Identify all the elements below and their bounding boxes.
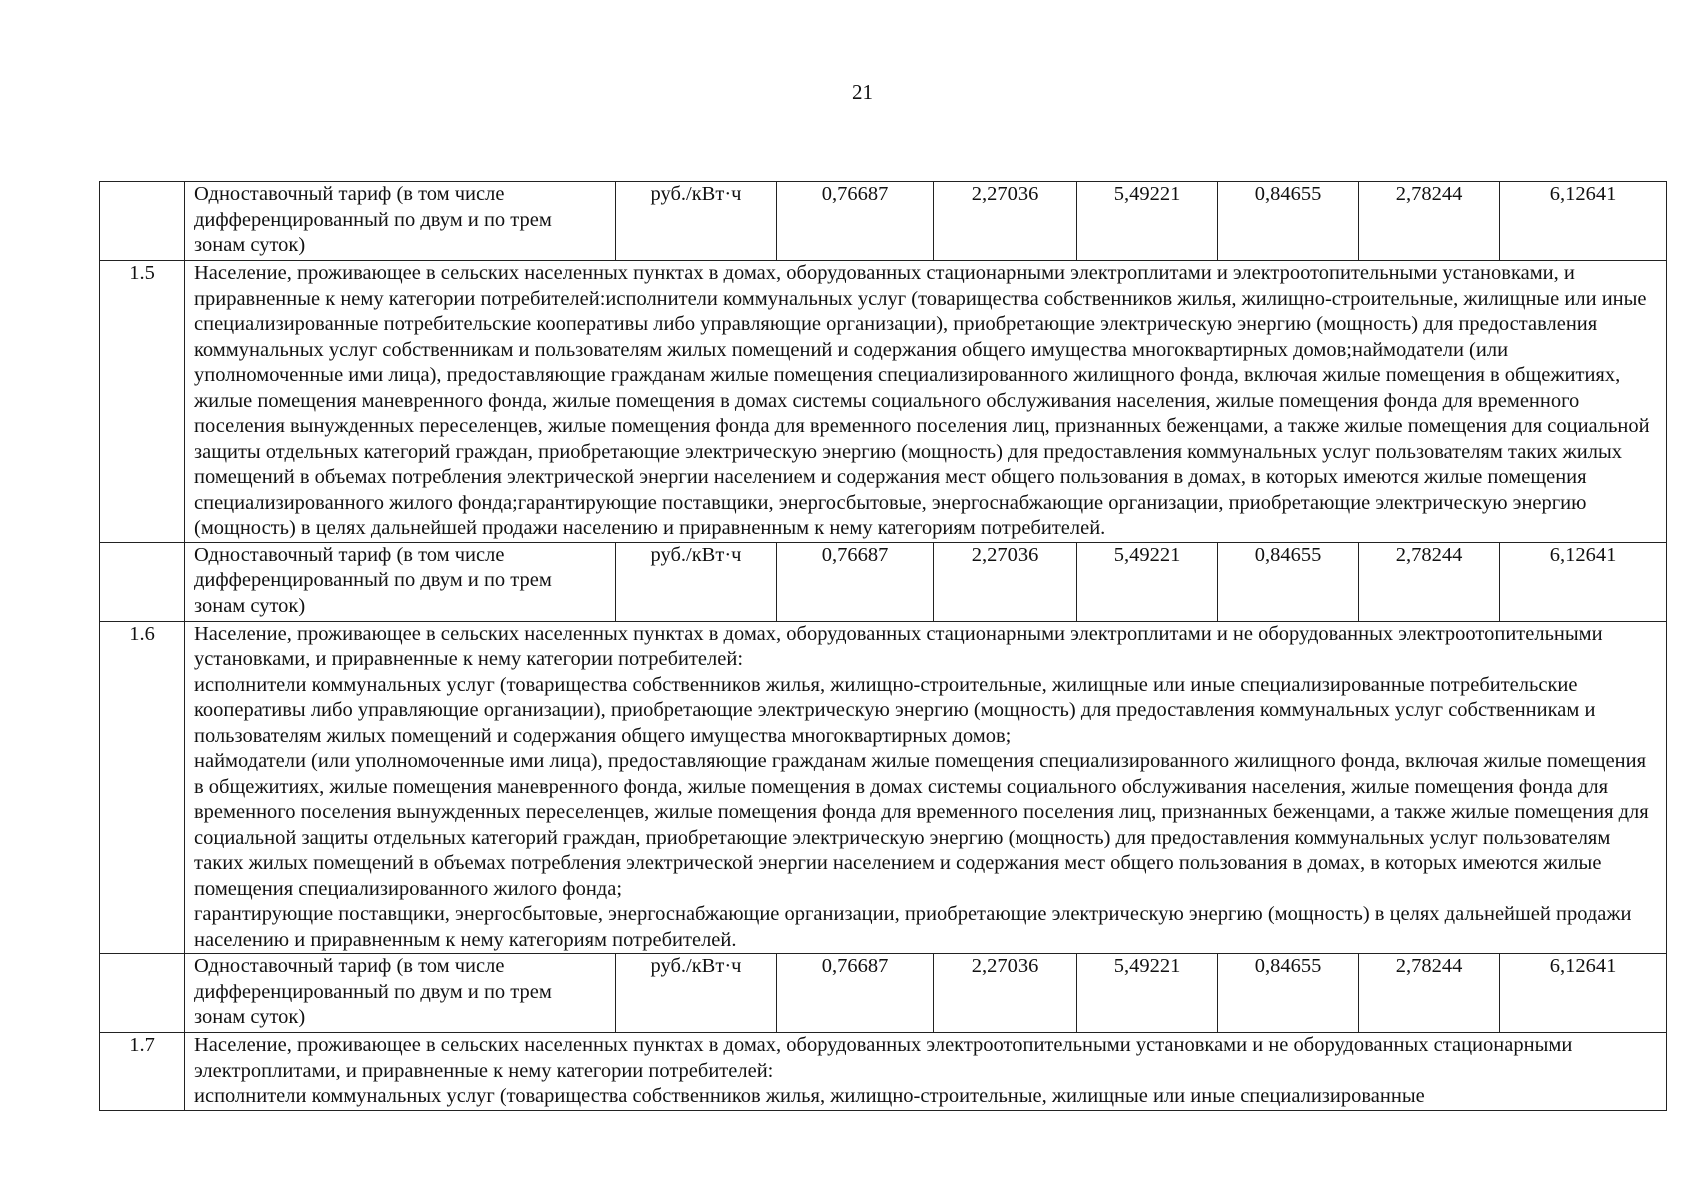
category-row	[100, 1033, 1667, 1111]
tariff-row	[100, 542, 1667, 621]
tariff-value-6: 6,12641	[1500, 182, 1667, 261]
tariff-row	[100, 954, 1667, 1033]
tariff-value-3: 5,49221	[1077, 954, 1218, 1033]
tariff-value-2: 2,27036	[934, 542, 1077, 621]
category-paragraph: исполнители коммунальных услуг (товарищества собственников жилья, жилищно-строительные, жилищные или иные специализированные	[194, 1085, 1425, 1107]
category-description	[185, 261, 1667, 543]
tariff-value-2: 2,27036	[934, 182, 1077, 261]
tariff-value-5: 2,78244	[1359, 954, 1500, 1033]
category-paragraph: исполнители коммунальных услуг (товарищества собственников жилья, жилищно-строительные, жилищные или иные специализированные потребительские кооперативы либо управляющие организации), приобретающие электрическую энергию (мощность) для предоставления коммунальных услуг собственникам и пользователям жилых помещений и содержания общего имущества многоквартирных домов;	[194, 673, 1596, 747]
category-paragraph: Население, проживающее в сельских населенных пунктах в домах, оборудованных электроотопительными установками и не оборудованных стационарными электроплитами, и приравненные к нему категории потребителей:	[194, 1034, 1573, 1082]
category-number: 1.7	[100, 1033, 185, 1111]
table-body	[100, 182, 1667, 1111]
tariff-value-1: 0,76687	[777, 182, 934, 261]
tariff-value-3: 5,49221	[1077, 182, 1218, 261]
row-number-cell	[100, 954, 185, 1033]
unit-cell: руб./кВт·ч	[616, 182, 777, 261]
tariff-label: Одноставочный тариф (в том числе дифференцированный по двум и по трем зонам суток)	[185, 542, 616, 621]
tariff-row	[100, 182, 1667, 261]
category-paragraph: Население, проживающее в сельских населенных пунктах в домах, оборудованных стационарными электроплитами и электроотопительными установками, и приравненные к нему категории потребителей:исполнители коммунальных услуг (товарищества собственников жилья, жилищно-строительные, жилищные или иные специализированные потребительские кооперативы либо управляющие организации), приобретающие электрическую энергию (мощность) для предоставления коммунальных услуг собственникам и пользователям жилых помещений и содержания общего имущества многоквартирных домов;наймодатели (или уполномоченные ими лица), предоставляющие гражданам жилые помещения специализированного жилищного фонда, включая жилые помещения в общежитиях, жилые помещения маневренного фонда, жилые помещения в домах системы социального обслуживания населения, жилые помещения фонда для временного поселения вынужденных переселенцев, жилые помещения фонда для временного поселения лиц, признанных беженцами, а также жилые помещения для социальной защиты отдельных категорий граждан, приобретающие электрическую энергию (мощность) для предоставления коммунальных услуг пользователям таких жилых помещений в объемах потребления электрической энергии населением и содержания мест общего пользования в домах, в которых имеются жилые помещения специализированного жилого фонда;гарантирующие поставщики, энергосбытовые, энергоснабжающие организации, приобретающие электрическую энергию (мощность) в целях дальнейшей продажи населению и приравненным к нему категориям потребителей.	[194, 262, 1650, 539]
tariff-value-6: 6,12641	[1500, 954, 1667, 1033]
category-number: 1.5	[100, 261, 185, 543]
category-description	[185, 1033, 1667, 1111]
tariff-value-5: 2,78244	[1359, 182, 1500, 261]
unit-cell: руб./кВт·ч	[616, 542, 777, 621]
tariff-value-3: 5,49221	[1077, 542, 1218, 621]
category-paragraph: наймодатели (или уполномоченные ими лица), предоставляющие гражданам жилые помещения специализированного жилищного фонда, включая жилые помещения в общежитиях, жилые помещения маневренного фонда, жилые помещения в домах системы социального обслуживания населения, жилые помещения фонда для временного поселения вынужденных переселенцев, жилые помещения фонда для временного поселения лиц, признанных беженцами, а также жилые помещения для социальной защиты отдельных категорий граждан, приобретающие электрическую энергию (мощность) для предоставления коммунальных услуг пользователям таких жилых помещений в объемах потребления электрической энергии населением и содержания мест общего пользования в домах, в которых имеются жилые помещения специализированного жилого фонда;	[194, 750, 1649, 900]
category-row	[100, 261, 1667, 543]
category-row	[100, 621, 1667, 954]
tariff-value-4: 0,84655	[1218, 954, 1359, 1033]
tariff-value-2: 2,27036	[934, 954, 1077, 1033]
tariff-label: Одноставочный тариф (в том числе дифференцированный по двум и по трем зонам суток)	[185, 182, 616, 261]
category-paragraph: гарантирующие поставщики, энергосбытовые, энергоснабжающие организации, приобретающие электрическую энергию (мощность) в целях дальнейшей продажи населению и приравненным к нему категориям потребителей.	[194, 903, 1632, 951]
category-description	[185, 621, 1667, 954]
tariff-value-1: 0,76687	[777, 542, 934, 621]
tariff-value-6: 6,12641	[1500, 542, 1667, 621]
category-paragraph: Население, проживающее в сельских населенных пунктах в домах, оборудованных стационарными электроплитами и не оборудованных электроотопительными установками, и приравненные к нему категории потребителей:	[194, 622, 1603, 670]
tariff-value-5: 2,78244	[1359, 542, 1500, 621]
row-number-cell	[100, 542, 185, 621]
tariff-label: Одноставочный тариф (в том числе дифференцированный по двум и по трем зонам суток)	[185, 954, 616, 1033]
tariff-value-4: 0,84655	[1218, 542, 1359, 621]
page-number: 21	[852, 80, 873, 104]
category-number: 1.6	[100, 621, 185, 954]
tariff-table	[99, 181, 1667, 1111]
row-number-cell	[100, 182, 185, 261]
tariff-value-1: 0,76687	[777, 954, 934, 1033]
unit-cell: руб./кВт·ч	[616, 954, 777, 1033]
tariff-value-4: 0,84655	[1218, 182, 1359, 261]
